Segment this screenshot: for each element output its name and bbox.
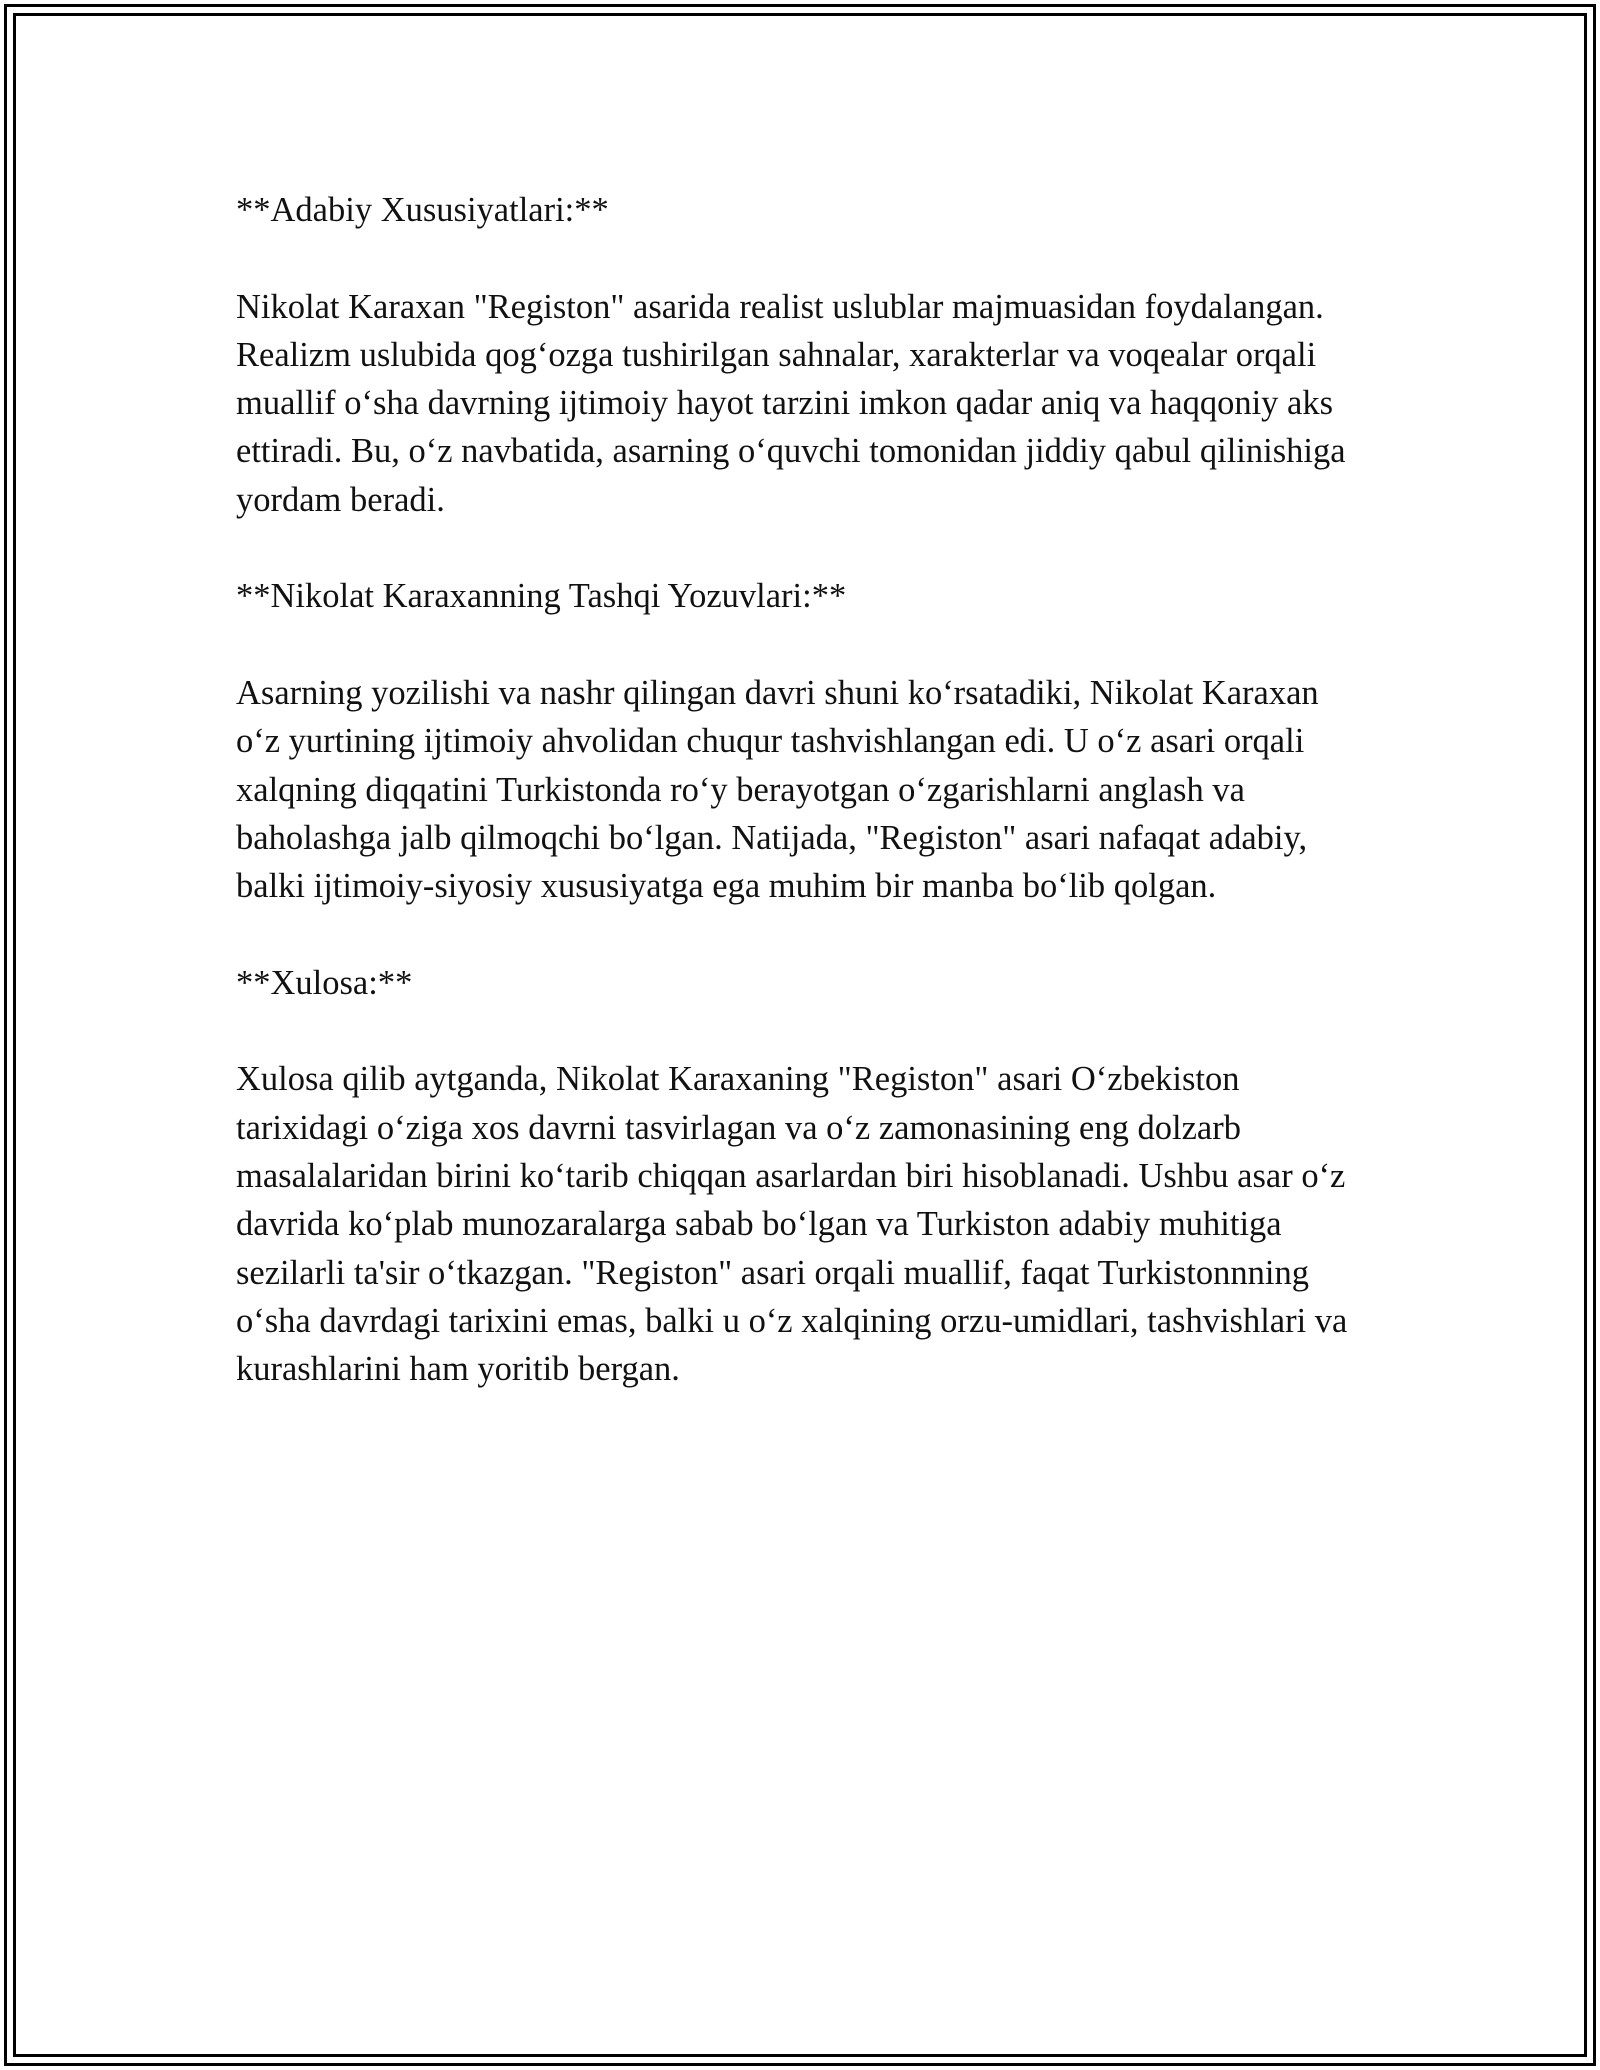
section-heading-external-writings: **Nikolat Karaxanning Tashqi Yozuvlari:**: [236, 577, 847, 616]
section-heading-conclusion: **Xulosa:**: [236, 963, 413, 1002]
paragraph-literary-features: Nikolat Karaxan "Registon" asarida realist uslublar majmuasidan foydalangan. Realizm uslubida qog‘ozga tushirilgan sahnalar, xarakterlar va voqealar orqali muallif o‘sha davrning ijtimoiy hayot tarzini imkon qadar aniq va haqqoniy aks ettiradi. Bu, o‘z navbatida, asarning o‘quvchi tomonidan jiddiy qabul qilinishiga yordam beradi.: [236, 287, 1346, 519]
section-heading-literary-features: **Adabiy Xususiyatlari:**: [236, 191, 609, 229]
document-body: [236, 186, 1366, 1442]
paragraph-conclusion: Xulosa qilib aytganda, Nikolat Karaxaning "Registon" asari O‘zbekiston tarixidagi o‘ziga xos davrni tasvirlagan va o‘z zamonasining eng dolzarb masalalaridan birini ko‘tarib chiqqan asarlardan biri hisoblanadi. Ushbu asar o‘z davrida ko‘plab munozaralarga sabab bo‘lgan va Turkiston adabiy muhitiga sezilarli ta'sir o‘tkazgan. "Registon" asari orqali muallif, faqat Turkistonnning o‘sha davrdagi tarixini emas, balki u o‘z xalqining orzu-umidlari, tashvishlari va kurashlarini ham yoritib bergan.: [236, 1060, 1348, 1389]
paragraph-external-writings: Asarning yozilishi va nashr qilingan davri shuni ko‘rsatadiki, Nikolat Karaxan o‘z yurtining ijtimoiy ahvolidan chuqur tashvishlangan edi. U o‘z asari orqali xalqning diqqatini Turkistonda ro‘y berayotgan o‘zgarishlarni anglash va baholashga jalb qilmoqchi bo‘lgan. Natijada, "Registon" asari nafaqat adabiy, balki ijtimoiy-siyosiy xususiyatga ega muhim bir manba bo‘lib qolgan.: [236, 673, 1319, 906]
